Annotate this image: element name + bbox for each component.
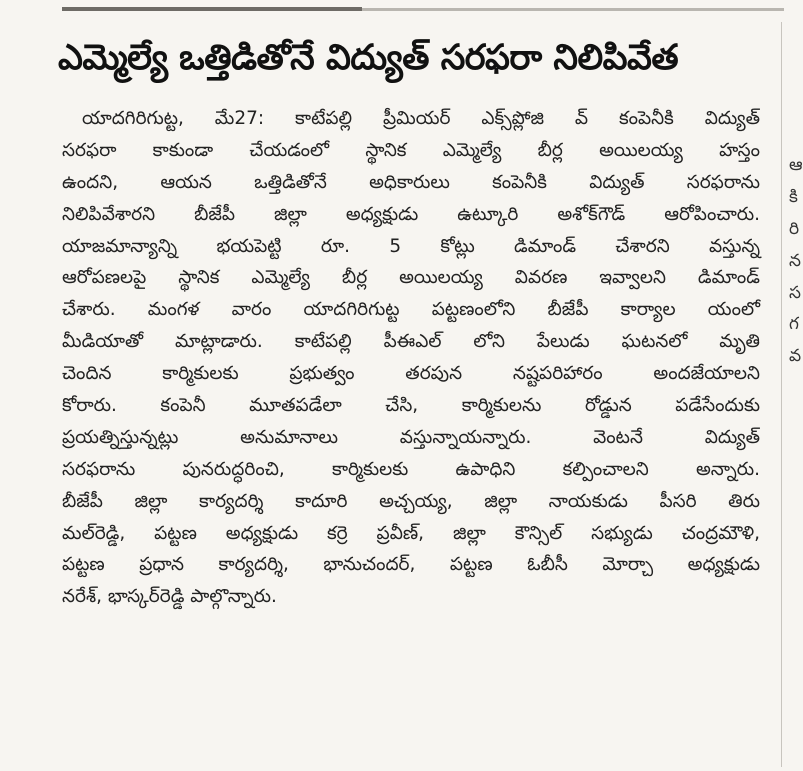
article-line: పట్టణ ప్రధాన కార్యదర్శి, భానుచందర్, పట్టణ ఓబీసీ మోర్చా అధ్యక్షుడు (62, 554, 760, 576)
fragment-text: గ (789, 314, 799, 335)
article-line: ఉందని, ఆయన ఒత్తిడితోనే అధికారులు కంపెనీకి విద్యుత్ సరఫరాను (62, 171, 760, 193)
fragment-text: ఆ (789, 155, 803, 175)
fragment-text: రి (789, 218, 800, 239)
article-headline: ఎమ్మెల్యే ఒత్తిడితోనే విద్యుత్ సరఫరా నిలిపివేత (58, 38, 679, 78)
adjacent-column-fragment (789, 150, 803, 373)
article-line: యాదగిరిగుట్ట, మే27: కాటేపల్లి ప్రీమియర్ ఎక్స్‌ప్లోజి వ్ కంపెనీకి విద్యుత్ (82, 108, 760, 129)
article-body (62, 103, 760, 613)
article-line: ప్రయత్నిస్తున్నట్లు అనుమానాలు వస్తున్నాయన్నారు. వెంటనే విద్యుత్ (62, 426, 760, 448)
column-divider (781, 22, 782, 767)
top-rule-accent (62, 7, 362, 11)
article-line: చెందిన కార్మికులకు ప్రభుత్వం తరపున నష్టపరిహారం అందజేయాలని (62, 363, 760, 385)
fragment-text: కి (789, 186, 798, 207)
article-line: చేశారు. మంగళ వారం యాదగిరిగుట్ట పట్టణంలోని బీజేపీ కార్యాల యంలో (62, 299, 760, 321)
article-line: యాజమాన్యాన్ని భయపెట్టి రూ. 5 కోట్లు డిమాండ్ చేశారని వస్తున్న (62, 235, 760, 257)
article-line: నిలిపివేశారని బీజేపీ జిల్లా అధ్యక్షుడు ఉట్కూరి అశోక్‌గౌడ్ ఆరోపించారు. (62, 203, 760, 225)
article-line: కోరారు. కంపెనీ మూతపడేలా చేసి, కార్మికులను రోడ్డున పడేసేందుకు (62, 395, 760, 417)
article-line: బీజేపీ జిల్లా కార్యదర్శి కాదూరి అచ్చయ్య, జిల్లా నాయకుడు పీసరి తిరు (62, 490, 760, 512)
article-line: ఆరోపణలపై స్థానిక ఎమ్మెల్యే బీర్ల అయిలయ్య వివరణ ఇవ్వాలని డిమాండ్ (62, 267, 760, 289)
article-line: మల్‌రెడ్డి, పట్టణ అధ్యక్షుడు కర్రె ప్రవీణ్, జిల్లా కౌన్సిల్ సభ్యుడు చంద్రమౌళి, (62, 522, 760, 544)
fragment-text: న (789, 250, 801, 271)
article-line: నరేశ్, భాస్కర్‌రెడ్డి పాల్గొన్నారు. (62, 586, 277, 608)
article-line: సరఫరా కాకుండా చేయడంలో స్థానిక ఎమ్మెల్యే బీర్ల అయిలయ్య హస్తం (62, 139, 760, 161)
article-line: సరఫరాను పునరుద్ధరించి, కార్మికులకు ఉపాధిని కల్పించాలని అన్నారు. (62, 458, 760, 480)
article-line: మీడియాతో మాట్లాడారు. కాటేపల్లి పీఈఎల్ లోని పేలుడు ఘటనలో మృతి (62, 331, 760, 353)
fragment-text: వ (789, 346, 802, 367)
fragment-text: స (789, 282, 801, 303)
